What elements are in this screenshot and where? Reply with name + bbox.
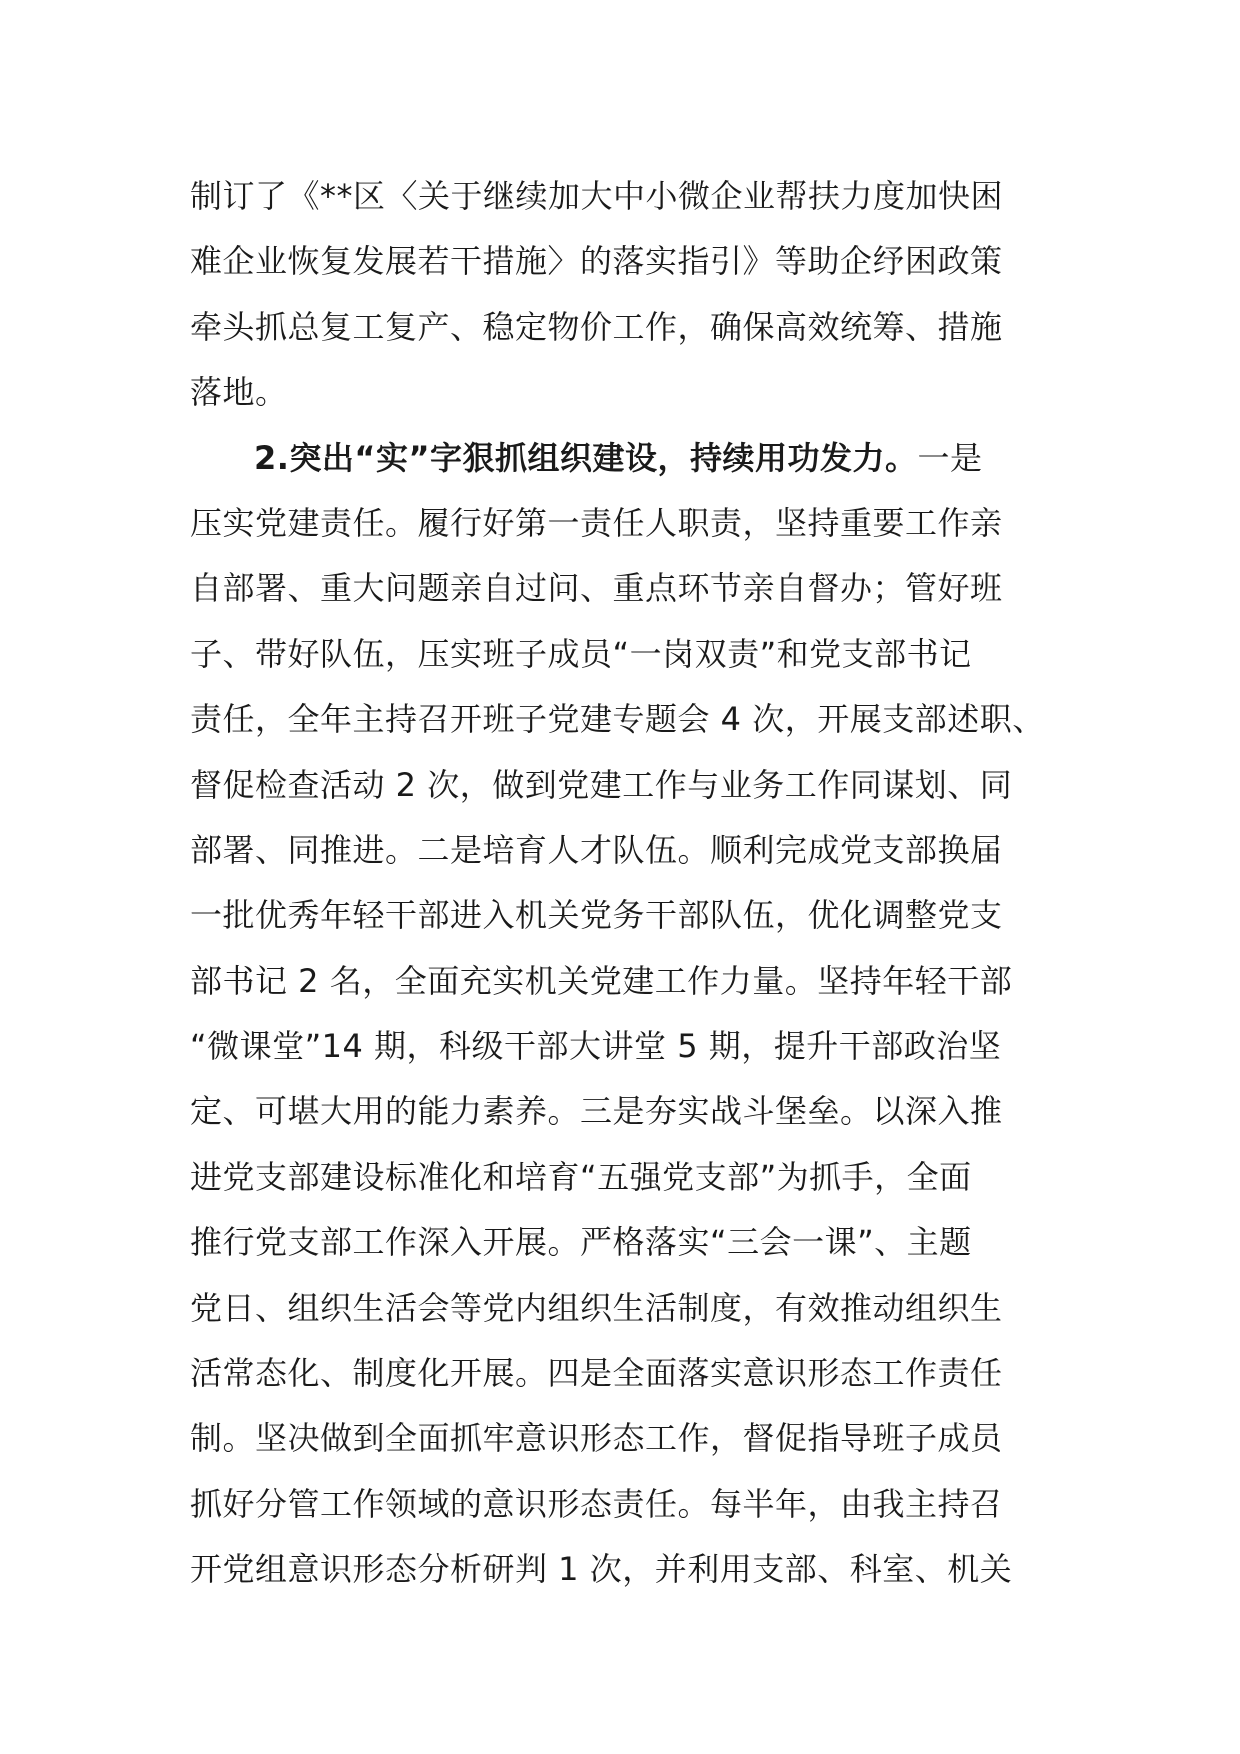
section-heading-bold: 2.突出“实”字狠抓组织建设，持续用功发力。 xyxy=(254,438,918,477)
text-line-9: 责任，全年主持召开班子党建专题会 4 次，开展支部述职、 xyxy=(190,700,1045,739)
text-line-19: 活常态化、制度化开展。四是全面落实意识形态工作责任 xyxy=(190,1354,1003,1393)
text-line-18: 党日、组织生活会等党内组织生活制度，有效推动组织生 xyxy=(190,1288,1003,1327)
text-line-3: 牵头抓总复工复产、稳定物价工作，确保高效统筹、措施 xyxy=(190,307,1003,346)
text-line-22: 开党组意识形态分析研判 1 次，并利用支部、科室、机关 xyxy=(190,1550,1013,1589)
text-line-7: 自部署、重大问题亲自过问、重点环节亲自督办；管好班 xyxy=(190,569,1003,608)
text-line-14: “微课堂”14 期，科级干部大讲堂 5 期，提升干部政治坚 xyxy=(190,1027,1002,1066)
text-line-8: 子、带好队伍，压实班子成员“一岗双责”和党支部书记 xyxy=(190,634,972,673)
body-text xyxy=(190,164,1090,1603)
text-line-1: 制订了《**区〈关于继续加大中小微企业帮扶力度加快困 xyxy=(190,177,1004,215)
text-line-2: 难企业恢复发展若干措施〉的落实指引》等助企纾困政策 xyxy=(190,242,1003,281)
text-line-20: 制。坚决做到全面抓牢意识形态工作，督促指导班子成员 xyxy=(190,1419,1003,1458)
text-line-4: 落地。 xyxy=(190,373,288,412)
text-line-13: 部书记 2 名，全面充实机关党建工作力量。坚持年轻干部 xyxy=(190,961,1013,1000)
section-heading-rest: 一是 xyxy=(917,438,983,477)
text-line-12: 一批优秀年轻干部进入机关党务干部队伍，优化调整党支 xyxy=(190,896,1003,935)
text-line-17: 推行党支部工作深入开展。严格落实“三会一课”、主题 xyxy=(190,1223,972,1262)
section-heading xyxy=(190,426,1090,491)
text-line-21: 抓好分管工作领域的意识形态责任。每半年，由我主持召 xyxy=(190,1484,1003,1523)
text-line-11: 部署、同推进。二是培育人才队伍。顺利完成党支部换届 xyxy=(190,830,1003,869)
text-line-6: 压实党建责任。履行好第一责任人职责，坚持重要工作亲 xyxy=(190,503,1003,542)
text-line-10: 督促检查活动 2 次，做到党建工作与业务工作同谋划、同 xyxy=(190,765,1013,804)
text-line-15: 定、可堪大用的能力素养。三是夯实战斗堡垒。以深入推 xyxy=(190,1092,1003,1131)
text-line-16: 进党支部建设标准化和培育“五强党支部”为抓手，全面 xyxy=(190,1157,972,1196)
